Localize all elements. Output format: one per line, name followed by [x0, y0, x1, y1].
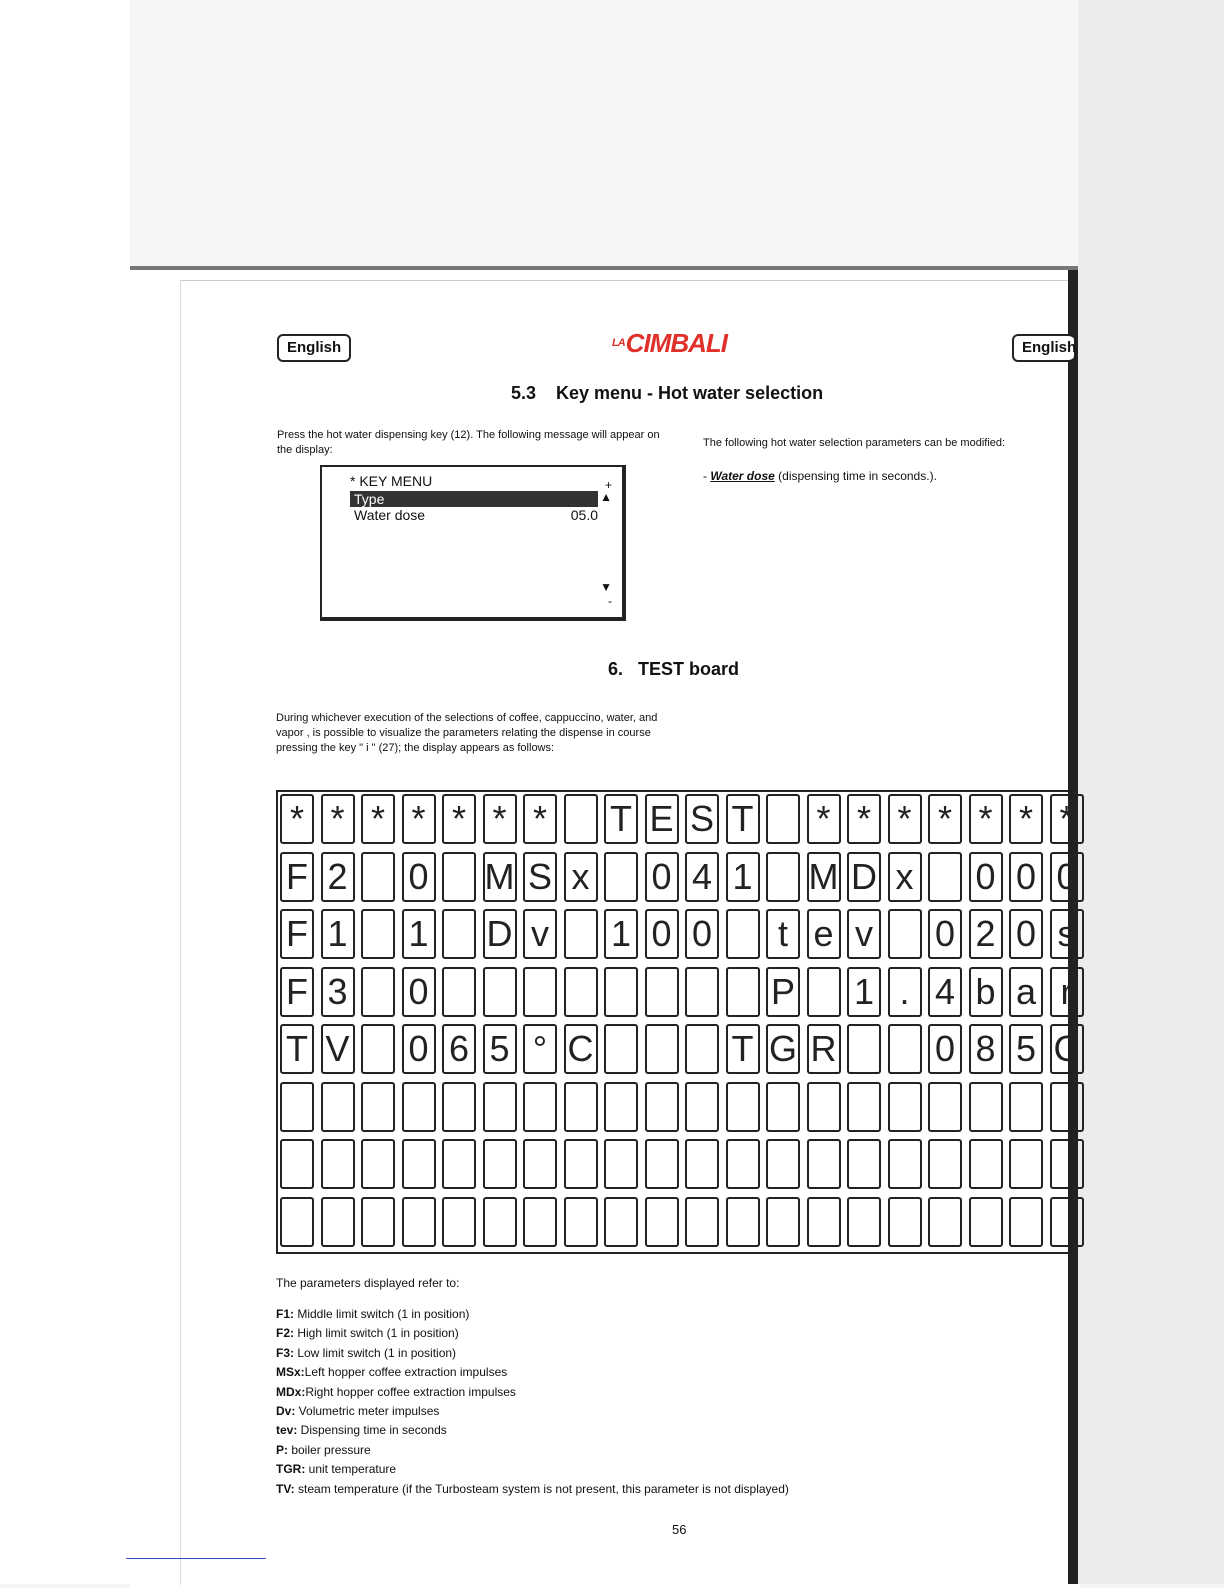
- display-cell: [969, 1082, 1003, 1132]
- language-badge-right: English: [1012, 334, 1074, 362]
- display-cell: °: [523, 1024, 557, 1074]
- display-cell: S: [685, 794, 719, 844]
- parameter-desc: steam temperature (if the Turbosteam system is not present, this parameter is not displayed): [294, 1481, 789, 1496]
- display-cell: [1050, 1139, 1084, 1189]
- scroll-down-icon: ▼: [600, 580, 612, 594]
- display-cell: *: [483, 794, 517, 844]
- display-cell: *: [847, 794, 881, 844]
- display-cell: 2: [969, 909, 1003, 959]
- display-cell: v: [523, 909, 557, 959]
- water-dose-row-label: Water dose: [354, 507, 426, 523]
- parameter-desc: Low limit switch (1 in position): [294, 1345, 457, 1360]
- display-cell: 0: [645, 909, 679, 959]
- display-cell: [402, 1082, 436, 1132]
- display-cell: [604, 1139, 638, 1189]
- parameter-desc: Right hopper coffee extraction impulses: [305, 1384, 516, 1399]
- water-dose-item: - Water dose (dispensing time in seconds.).: [703, 469, 937, 483]
- display-cell: 1: [604, 909, 638, 959]
- display-cell: 0: [685, 909, 719, 959]
- display-cell: [564, 909, 598, 959]
- display-cell: [361, 852, 395, 902]
- scan-artifact-line: [126, 1558, 266, 1559]
- display-cell: [564, 1139, 598, 1189]
- display-cell: 5: [483, 1024, 517, 1074]
- water-dose-row-value: 05.0: [570, 507, 598, 523]
- display-cell: [523, 1197, 557, 1247]
- language-badge-left: English: [277, 334, 351, 362]
- page-number: 56: [672, 1522, 687, 1537]
- test-board-display: [276, 790, 1080, 1254]
- display-cell: [523, 1139, 557, 1189]
- display-cell: 0: [1050, 852, 1084, 902]
- display-cell: E: [645, 794, 679, 844]
- parameter-key: TV:: [276, 1481, 295, 1496]
- display-cell: [361, 1139, 395, 1189]
- display-cell: [402, 1139, 436, 1189]
- display-cell: [888, 1197, 922, 1247]
- display-cell: [888, 1139, 922, 1189]
- logo-name: CIMBALI: [625, 328, 727, 358]
- display-cell: t: [766, 909, 800, 959]
- display-cell: R: [807, 1024, 841, 1074]
- display-cell: [280, 1082, 314, 1132]
- display-cell: 3: [321, 967, 355, 1017]
- display-cell: [280, 1197, 314, 1247]
- display-cell: [888, 909, 922, 959]
- display-cell: 0: [402, 967, 436, 1017]
- display-cell: [483, 1197, 517, 1247]
- display-cell: b: [969, 967, 1003, 1017]
- parameter-key: F3:: [276, 1345, 294, 1360]
- parameters-list: [276, 1305, 789, 1499]
- display-cell: [442, 1139, 476, 1189]
- parameter-item: [276, 1363, 789, 1382]
- display-cell: *: [807, 794, 841, 844]
- display-cell: [685, 1082, 719, 1132]
- display-cell: [969, 1139, 1003, 1189]
- display-cell: G: [766, 1024, 800, 1074]
- display-cell: [483, 1082, 517, 1132]
- display-cell: [361, 1024, 395, 1074]
- parameter-item: [276, 1480, 789, 1499]
- display-cell: F: [280, 852, 314, 902]
- display-cell: [928, 1082, 962, 1132]
- parameter-item: [276, 1344, 789, 1363]
- display-cell: [928, 1139, 962, 1189]
- display-cell: [888, 1024, 922, 1074]
- scan-margin: [0, 0, 130, 1584]
- display-cell: C: [1050, 1024, 1084, 1074]
- water-dose-desc: (dispensing time in seconds.).: [778, 469, 937, 483]
- display-cell: 1: [726, 852, 760, 902]
- display-cell: [847, 1024, 881, 1074]
- display-cell: [969, 1197, 1003, 1247]
- display-cell: x: [564, 852, 598, 902]
- parameter-item: [276, 1383, 789, 1402]
- scan-background: [0, 0, 1224, 270]
- section-title-key-menu: 5.3 Key menu - Hot water selection: [511, 383, 824, 403]
- display-cell: 0: [969, 852, 1003, 902]
- display-cell: *: [361, 794, 395, 844]
- display-cell: [726, 909, 760, 959]
- parameter-key: TGR:: [276, 1462, 306, 1477]
- display-cell: *: [280, 794, 314, 844]
- display-cell: [564, 1082, 598, 1132]
- display-cell: 1: [321, 909, 355, 959]
- display-cell: [726, 967, 760, 1017]
- display-cell: [645, 1024, 679, 1074]
- scroll-up-icon: ▲: [600, 490, 612, 504]
- display-cell: [604, 1024, 638, 1074]
- display-cell: *: [321, 794, 355, 844]
- display-cell: [685, 967, 719, 1017]
- parameter-item: [276, 1324, 789, 1343]
- display-cell: [766, 852, 800, 902]
- display-cell: [685, 1139, 719, 1189]
- parameter-item: [276, 1402, 789, 1421]
- display-cell: [321, 1082, 355, 1132]
- display-cell: [402, 1197, 436, 1247]
- parameter-desc: unit temperature: [305, 1462, 397, 1477]
- display-cell: *: [928, 794, 962, 844]
- display-cell: [766, 1082, 800, 1132]
- parameter-key: Dv:: [276, 1404, 296, 1419]
- parameter-item: [276, 1305, 789, 1324]
- display-cell: T: [280, 1024, 314, 1074]
- display-cell: D: [847, 852, 881, 902]
- display-cell: P: [766, 967, 800, 1017]
- display-cell: [645, 1082, 679, 1132]
- display-cell: [766, 794, 800, 844]
- display-cell: V: [321, 1024, 355, 1074]
- display-cell: a: [1009, 967, 1043, 1017]
- parameter-item: [276, 1421, 789, 1440]
- logo-prefix: LA: [612, 337, 625, 349]
- display-cell: 0: [402, 1024, 436, 1074]
- parameter-key: F1:: [276, 1307, 294, 1321]
- display-cell: *: [1050, 794, 1084, 844]
- scan-right-margin: [1078, 0, 1224, 1584]
- display-cell: [807, 1082, 841, 1132]
- display-cell: [523, 1082, 557, 1132]
- display-cell: [928, 1197, 962, 1247]
- display-cell: *: [1009, 794, 1043, 844]
- display-cell: [685, 1024, 719, 1074]
- display-cell: 0: [928, 1024, 962, 1074]
- display-cell: [564, 1197, 598, 1247]
- display-cell: 2: [321, 852, 355, 902]
- display-cell: [847, 1139, 881, 1189]
- display-cell: [523, 967, 557, 1017]
- brand-logo: [612, 328, 727, 359]
- display-cell: [1009, 1139, 1043, 1189]
- parameter-item: [276, 1441, 789, 1460]
- display-cell: 0: [1009, 852, 1043, 902]
- display-cell: v: [847, 909, 881, 959]
- display-cell: 1: [847, 967, 881, 1017]
- display-cell: [726, 1139, 760, 1189]
- key-menu-display: [320, 465, 626, 621]
- display-cell: 5: [1009, 1024, 1043, 1074]
- display-cell: [604, 1197, 638, 1247]
- display-cell: M: [483, 852, 517, 902]
- display-cell: *: [888, 794, 922, 844]
- display-cell: [1009, 1197, 1043, 1247]
- display-cell: [321, 1197, 355, 1247]
- key-menu-intro: Press the hot water dispensing key (12). The following message will appear on the display:: [277, 429, 660, 456]
- display-cell: [807, 1197, 841, 1247]
- display-cell: [928, 852, 962, 902]
- display-cell: *: [969, 794, 1003, 844]
- parameter-key: MSx:: [276, 1365, 305, 1380]
- display-cell: C: [564, 1024, 598, 1074]
- display-cell: [766, 1197, 800, 1247]
- display-cell: [1050, 1082, 1084, 1132]
- display-cell: [604, 967, 638, 1017]
- display-cell: [847, 1197, 881, 1247]
- display-cell: F: [280, 967, 314, 1017]
- display-cell: T: [726, 1024, 760, 1074]
- display-cell: [1050, 1197, 1084, 1247]
- display-cell: [726, 1082, 760, 1132]
- parameter-desc: boiler pressure: [288, 1442, 371, 1457]
- display-cell: [1009, 1082, 1043, 1132]
- display-cell: [807, 1139, 841, 1189]
- display-cell: S: [523, 852, 557, 902]
- display-cell: [442, 967, 476, 1017]
- minus-icon: -: [608, 594, 612, 608]
- display-cell: D: [483, 909, 517, 959]
- display-cell: [442, 909, 476, 959]
- display-cell: T: [604, 794, 638, 844]
- display-cell: [280, 1139, 314, 1189]
- display-cell: [483, 1139, 517, 1189]
- display-cell: 0: [928, 909, 962, 959]
- display-cell: [604, 852, 638, 902]
- display-cell: [685, 1197, 719, 1247]
- parameter-key: MDx:: [276, 1384, 306, 1399]
- display-row-type: Type: [350, 491, 598, 507]
- display-cell: [442, 1197, 476, 1247]
- display-cell: .: [888, 967, 922, 1017]
- display-cell: s: [1050, 909, 1084, 959]
- display-cell: [361, 1082, 395, 1132]
- display-cell: [564, 794, 598, 844]
- display-row-water-dose: [350, 507, 598, 523]
- display-cell: 4: [685, 852, 719, 902]
- display-cell: *: [442, 794, 476, 844]
- display-cell: [442, 852, 476, 902]
- display-cell: *: [523, 794, 557, 844]
- display-cell: [361, 1197, 395, 1247]
- display-cell: [604, 1082, 638, 1132]
- display-cell: r: [1050, 967, 1084, 1017]
- section-title-test-board: 6. TEST board: [608, 659, 740, 679]
- parameter-item: [276, 1460, 789, 1479]
- display-cell: [361, 967, 395, 1017]
- plus-icon: +: [604, 478, 612, 492]
- display-cell: [888, 1082, 922, 1132]
- display-cell: [483, 967, 517, 1017]
- parameter-key: tev:: [276, 1423, 298, 1438]
- parameter-key: F2:: [276, 1326, 294, 1341]
- test-board-intro: During whichever execution of the selections of coffee, cappuccino, water, and vapor , is possible to visualize the parameters relating the dispense in course pressing the key " i " (27); the display appears as follows:: [276, 712, 658, 754]
- display-cell: 4: [928, 967, 962, 1017]
- display-cell: [847, 1082, 881, 1132]
- display-cell: [645, 1197, 679, 1247]
- water-dose-label: Water dose: [710, 469, 775, 483]
- parameter-desc: Left hopper coffee extraction impulses: [304, 1365, 508, 1380]
- display-cell: 6: [442, 1024, 476, 1074]
- hot-water-params-text: The following hot water selection parameters can be modified:: [703, 437, 1006, 449]
- display-cell: 0: [645, 852, 679, 902]
- display-cell: T: [726, 794, 760, 844]
- parameter-desc: Middle limit switch (1 in position): [294, 1307, 470, 1321]
- display-cell: *: [402, 794, 436, 844]
- parameter-desc: Dispensing time in seconds: [297, 1423, 447, 1438]
- parameter-desc: High limit switch (1 in position): [294, 1326, 459, 1341]
- display-title: * KEY MENU: [350, 473, 433, 489]
- display-cell: 0: [402, 852, 436, 902]
- display-cell: F: [280, 909, 314, 959]
- display-cell: [766, 1139, 800, 1189]
- display-cell: 8: [969, 1024, 1003, 1074]
- display-cell: 1: [402, 909, 436, 959]
- parameter-key: P:: [276, 1442, 288, 1457]
- display-cell: [645, 967, 679, 1017]
- display-cell: [564, 967, 598, 1017]
- display-cell: [442, 1082, 476, 1132]
- display-cell: M: [807, 852, 841, 902]
- display-cell: [361, 909, 395, 959]
- params-intro: The parameters displayed refer to:: [276, 1276, 460, 1290]
- parameter-desc: Volumetric meter impulses: [295, 1404, 440, 1419]
- display-cell: [645, 1139, 679, 1189]
- display-cell: [321, 1139, 355, 1189]
- display-cell: [726, 1197, 760, 1247]
- display-cell: [807, 967, 841, 1017]
- display-cell: 0: [1009, 909, 1043, 959]
- display-cell: x: [888, 852, 922, 902]
- display-cell: e: [807, 909, 841, 959]
